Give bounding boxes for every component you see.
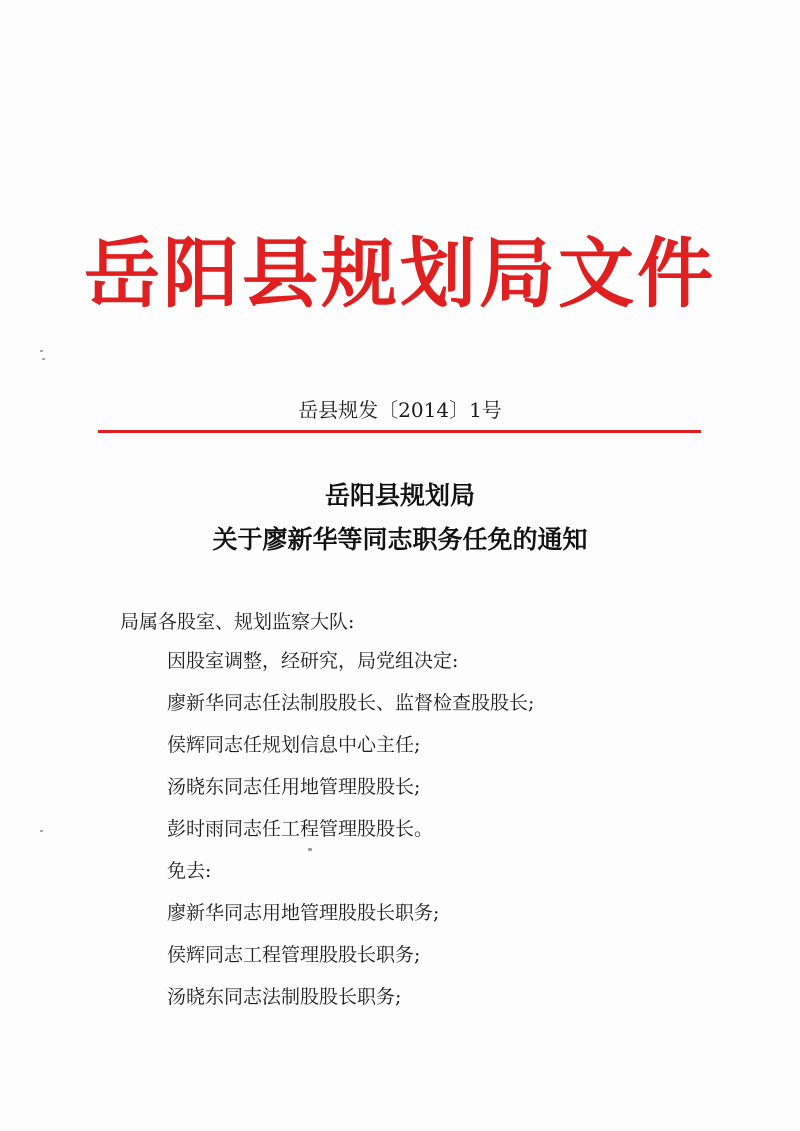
scan-speck: [42, 358, 45, 360]
body-line-appointment: 廖新华同志任法制股股长、监督检查股股长;: [167, 692, 535, 714]
notice-title-line-2: 关于廖新华等同志职务任免的通知: [212, 525, 588, 554]
body-line-dismissal: 廖新华同志用地管理股股长职务;: [167, 902, 440, 924]
salutation: 局属各股室、规划监察大队:: [120, 611, 355, 633]
scan-speck: [40, 830, 43, 832]
body-line-decision: 因股室调整，经研究，局党组决定:: [167, 650, 459, 672]
red-divider-line: [98, 430, 701, 433]
notice-body: [167, 640, 534, 1018]
document-number: 岳县规发〔2014〕1号: [298, 398, 502, 422]
notice-title-line-1: 岳阳县规划局: [324, 481, 475, 510]
issuing-authority-title: 岳阳县规划局文件: [84, 229, 716, 318]
body-line-dismissal: 汤晓东同志法制股股长职务;: [167, 986, 402, 1008]
scan-speck: [308, 848, 312, 851]
body-line-dismissal-heading: 免去:: [167, 860, 212, 882]
body-line-appointment: 汤晓东同志任用地管理股股长;: [167, 776, 421, 798]
body-line-appointment: 侯辉同志任规划信息中心主任;: [167, 734, 421, 756]
body-line-dismissal: 侯辉同志工程管理股股长职务;: [167, 944, 421, 966]
body-line-appointment: 彭时雨同志任工程管理股股长。: [167, 818, 434, 840]
scan-speck: [40, 350, 43, 352]
